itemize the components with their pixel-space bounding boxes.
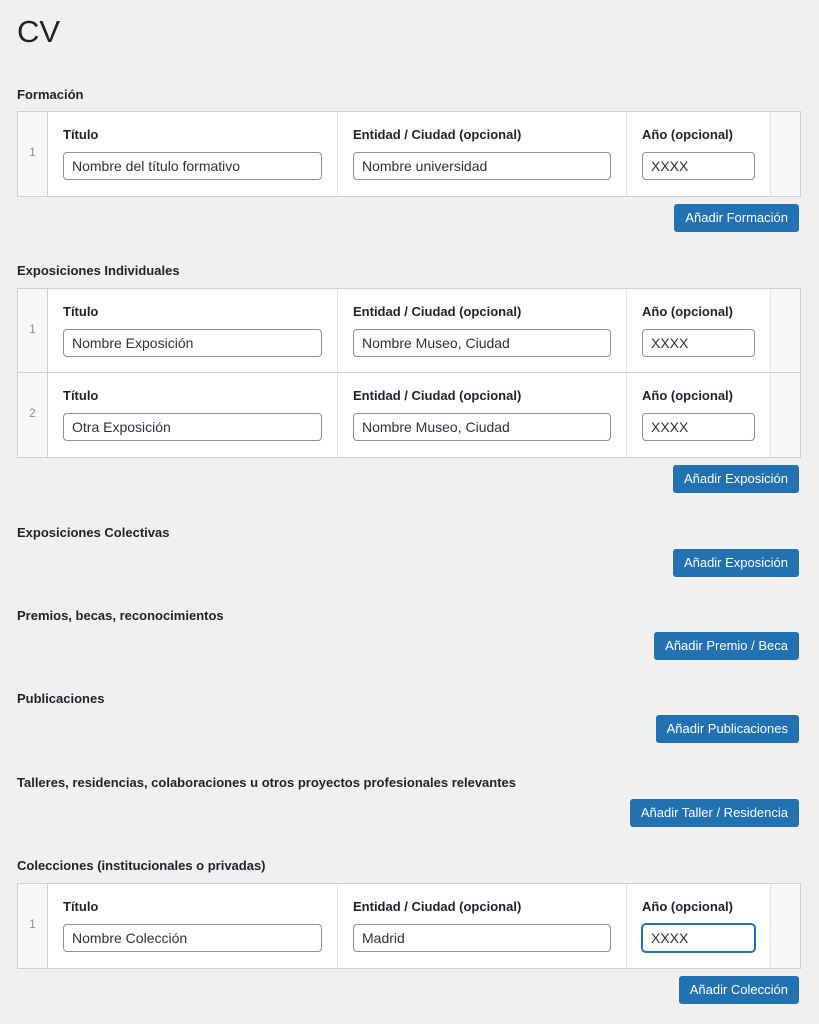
section-colecciones	[17, 858, 801, 997]
repeater-table	[17, 111, 801, 197]
cell-titulo	[48, 884, 338, 968]
table-row	[18, 112, 800, 196]
titulo-input[interactable]	[63, 413, 322, 441]
column-label-titulo: Título	[63, 304, 99, 319]
cell-anio	[627, 373, 771, 457]
cell-entidad	[338, 112, 627, 196]
add-coleccion-button[interactable]: Añadir Colección	[679, 976, 799, 1004]
anio-input[interactable]	[642, 152, 755, 180]
cell-titulo	[48, 289, 338, 372]
section-label: Colecciones (institucionales o privadas)	[17, 858, 266, 873]
anio-input[interactable]	[642, 924, 755, 952]
anio-input[interactable]	[642, 413, 755, 441]
add-exposicion-individual-button[interactable]: Añadir Exposición	[673, 465, 799, 493]
column-label-anio: Año (opcional)	[642, 127, 733, 142]
cell-titulo	[48, 112, 338, 196]
anio-input[interactable]	[642, 329, 755, 357]
section-label: Publicaciones	[17, 691, 105, 706]
section-label: Exposiciones Colectivas	[17, 525, 170, 540]
section-publicaciones	[17, 691, 801, 736]
section-label: Exposiciones Individuales	[17, 263, 180, 278]
add-publicaciones-button[interactable]: Añadir Publicaciones	[656, 715, 799, 743]
column-label-anio: Año (opcional)	[642, 388, 733, 403]
column-label-entidad: Entidad / Ciudad (opcional)	[353, 304, 522, 319]
column-label-anio: Año (opcional)	[642, 899, 733, 914]
row-actions[interactable]	[771, 373, 800, 457]
row-drag-handle[interactable]: 1	[18, 289, 48, 372]
cell-entidad	[338, 884, 627, 968]
add-taller-residencia-button[interactable]: Añadir Taller / Residencia	[630, 799, 799, 827]
column-label-titulo: Título	[63, 899, 99, 914]
titulo-input[interactable]	[63, 152, 322, 180]
row-actions[interactable]	[771, 884, 800, 968]
cell-entidad	[338, 373, 627, 457]
repeater-table	[17, 883, 801, 969]
column-label-anio: Año (opcional)	[642, 304, 733, 319]
add-formacion-button[interactable]: Añadir Formación	[674, 204, 799, 232]
cell-anio	[627, 112, 771, 196]
page-title: CV	[17, 14, 61, 49]
column-label-entidad: Entidad / Ciudad (opcional)	[353, 388, 522, 403]
column-label-entidad: Entidad / Ciudad (opcional)	[353, 127, 522, 142]
section-exposiciones-colectivas	[17, 525, 801, 570]
entidad-input[interactable]	[353, 924, 611, 952]
row-drag-handle[interactable]: 1	[18, 884, 48, 968]
row-drag-handle[interactable]: 2	[18, 373, 48, 457]
section-exposiciones-individuales	[17, 263, 801, 486]
section-label: Talleres, residencias, colaboraciones u otros proyectos profesionales relevantes	[17, 775, 517, 790]
row-drag-handle[interactable]: 1	[18, 112, 48, 196]
cell-anio	[627, 884, 771, 968]
table-row	[18, 884, 800, 968]
column-label-titulo: Título	[63, 388, 99, 403]
table-row	[18, 289, 800, 373]
cell-entidad	[338, 289, 627, 372]
section-formacion	[17, 87, 801, 225]
entidad-input[interactable]	[353, 152, 611, 180]
titulo-input[interactable]	[63, 924, 322, 952]
add-premio-beca-button[interactable]: Añadir Premio / Beca	[654, 632, 799, 660]
column-label-titulo: Título	[63, 127, 99, 142]
repeater-table	[17, 288, 801, 458]
cell-anio	[627, 289, 771, 372]
table-row	[18, 373, 800, 457]
row-actions[interactable]	[771, 112, 800, 196]
entidad-input[interactable]	[353, 413, 611, 441]
section-label: Formación	[17, 87, 84, 102]
titulo-input[interactable]	[63, 329, 322, 357]
section-talleres	[17, 775, 801, 820]
entidad-input[interactable]	[353, 329, 611, 357]
cell-titulo	[48, 373, 338, 457]
row-actions[interactable]	[771, 289, 800, 372]
add-exposicion-colectiva-button[interactable]: Añadir Exposición	[673, 549, 799, 577]
section-premios	[17, 608, 801, 653]
column-label-entidad: Entidad / Ciudad (opcional)	[353, 899, 522, 914]
section-label: Premios, becas, reconocimientos	[17, 608, 224, 623]
